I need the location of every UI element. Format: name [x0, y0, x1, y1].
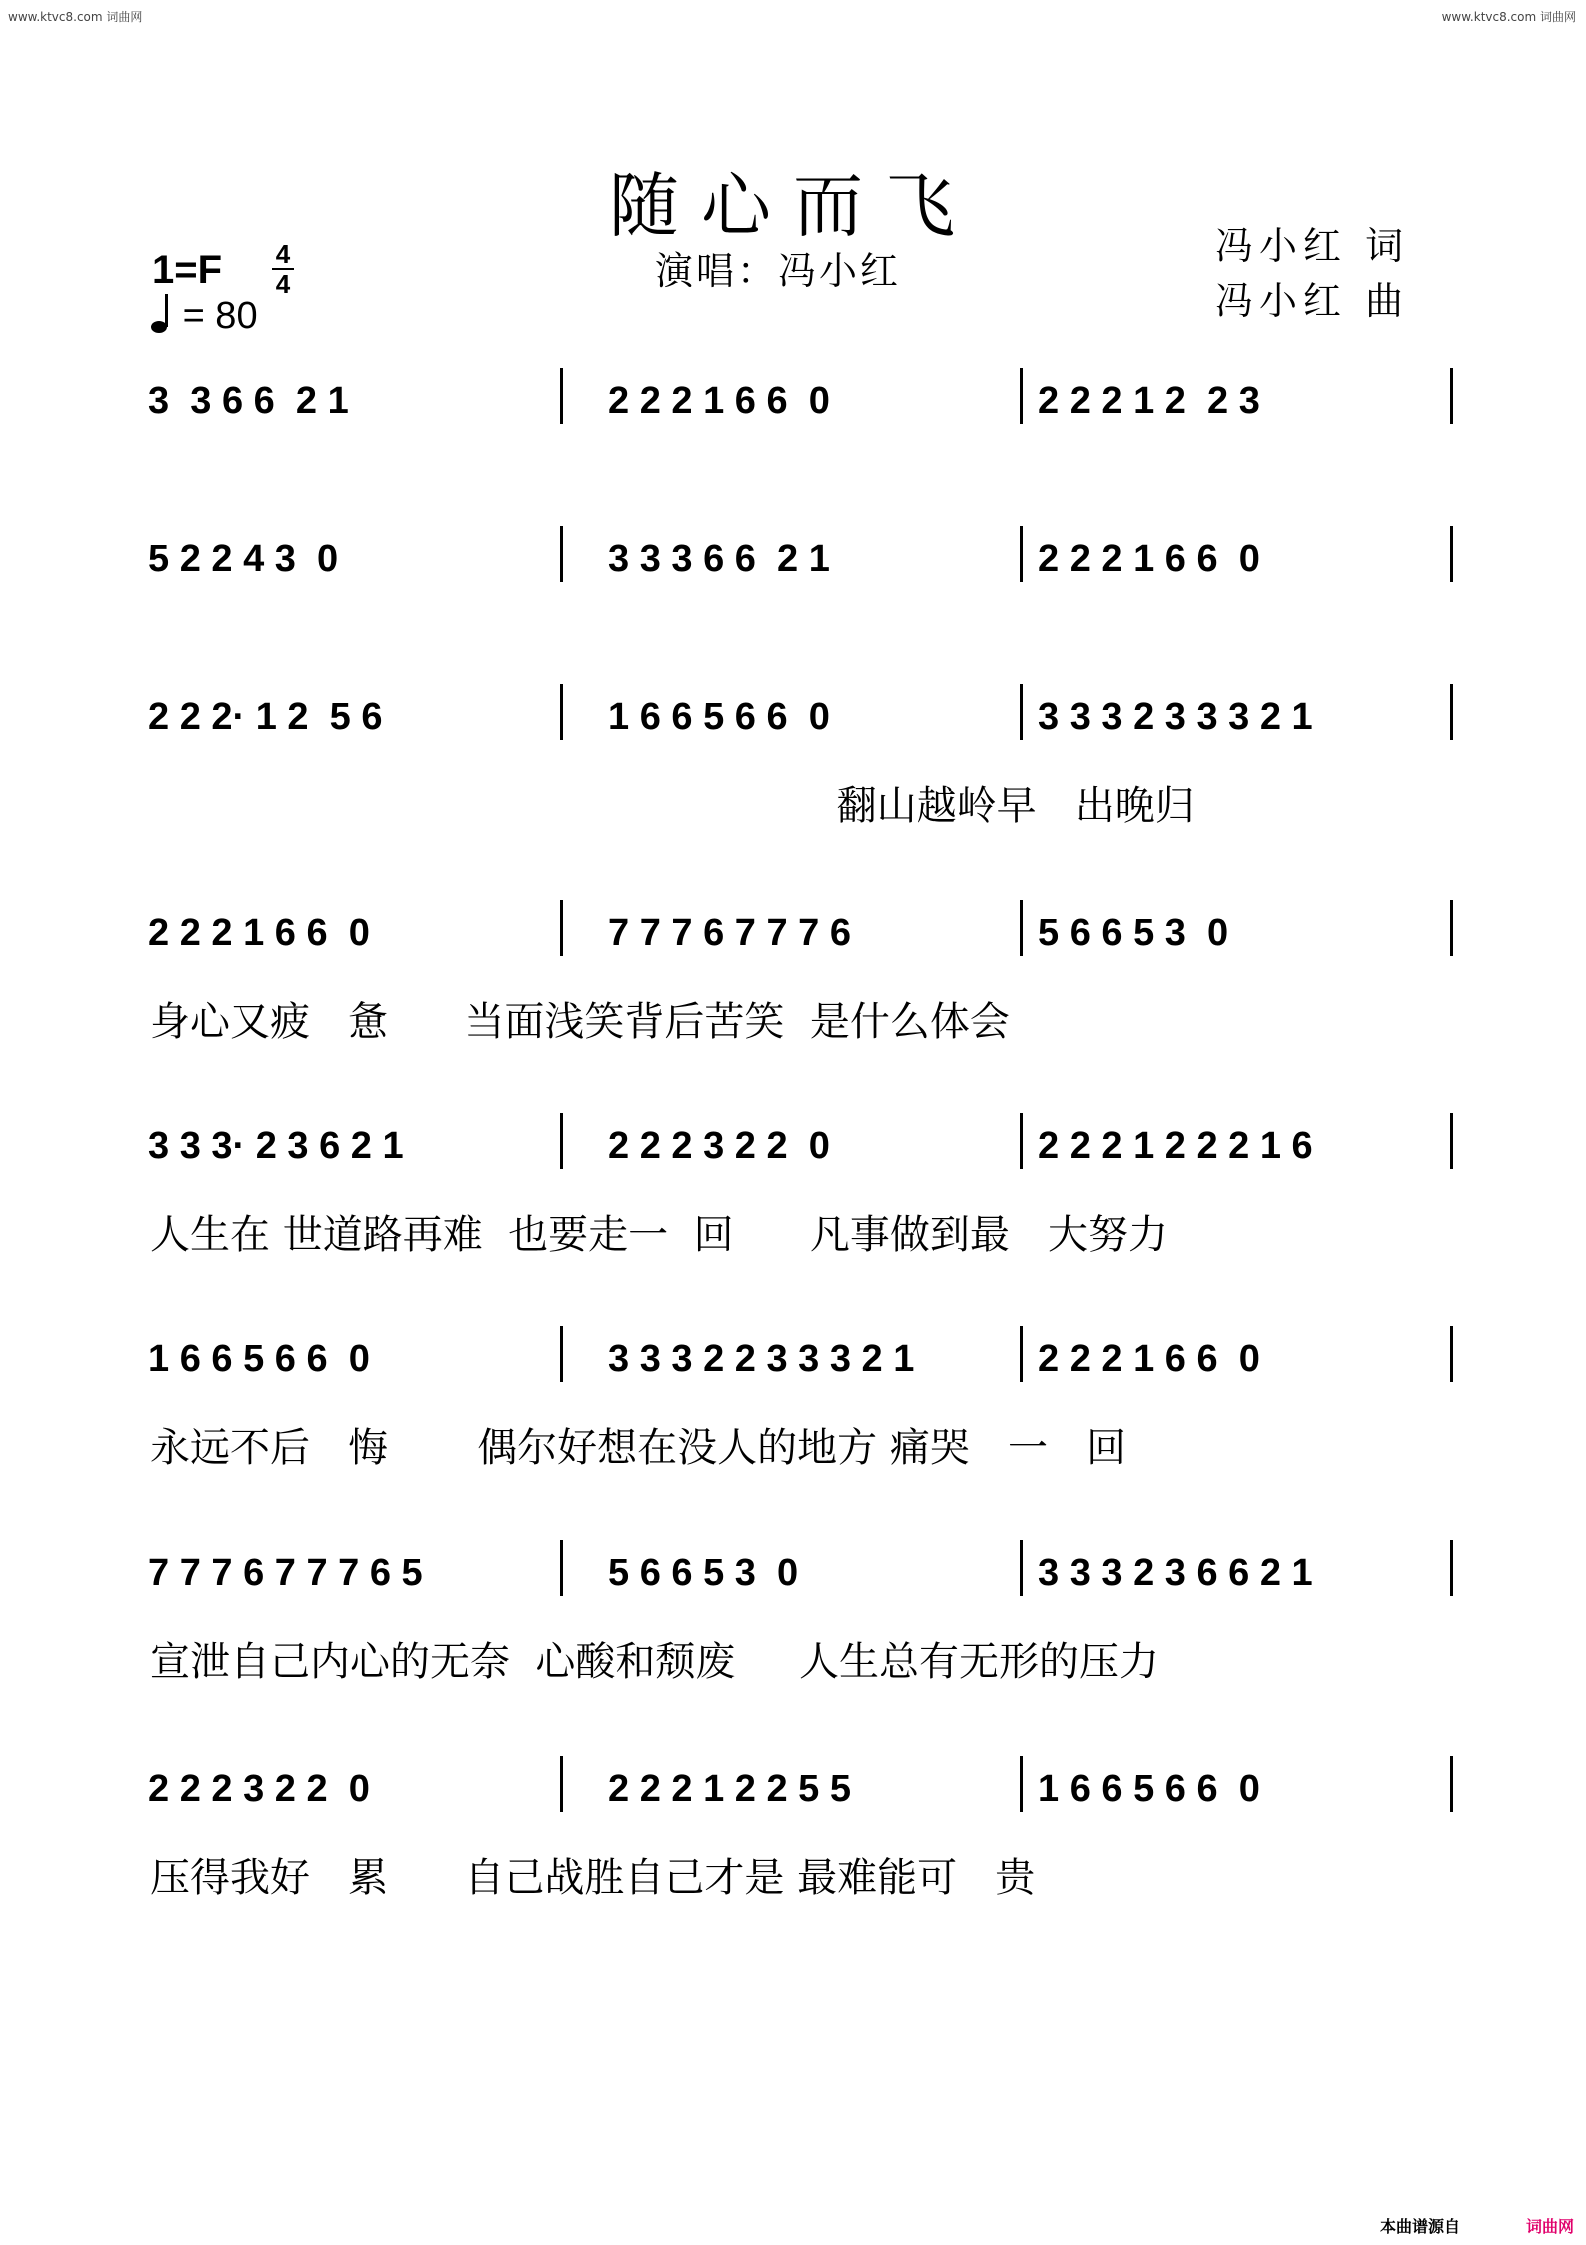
score-row	[148, 696, 1448, 756]
lyric-line: 压得我好 累 自己战胜自己才是 最难能可 贵	[150, 1855, 1036, 1901]
barline	[1020, 684, 1023, 740]
measure: 2 2 2 1 6 6 0	[1038, 1338, 1260, 1380]
measure: 7 7 7 6 7 7 7 6	[608, 912, 851, 954]
measure: 2 2 2 1 2 2 2 1 6	[1038, 1125, 1313, 1167]
score-row	[148, 538, 1448, 598]
score-row	[148, 1125, 1448, 1185]
score-row	[148, 912, 1448, 972]
barline	[1450, 368, 1453, 424]
lyric-line: 翻山越岭早 出晚归	[150, 783, 1195, 829]
barline	[560, 368, 563, 424]
composer: 冯小红 曲	[1215, 279, 1410, 323]
barline	[560, 684, 563, 740]
lyric-line: 宣泄自己内心的无奈 心酸和颓废 人生总有无形的压力	[150, 1639, 1160, 1685]
measure: 2 2 2 3 2 2 0	[148, 1768, 370, 1810]
barline	[1020, 1113, 1023, 1169]
score-row	[148, 1552, 1448, 1612]
barline	[560, 1326, 563, 1382]
barline	[1020, 368, 1023, 424]
key-signature: 1=F	[152, 248, 223, 292]
measure: 3 3 6 6 2 1	[148, 380, 349, 422]
header-right: www.ktvc8.com 词曲网	[1441, 10, 1576, 24]
measure: 2 2 2 1 6 6 0	[608, 380, 830, 422]
time-sig-bottom: 4	[275, 269, 291, 299]
measure: 5 6 6 5 3 0	[1038, 912, 1229, 954]
barline	[560, 526, 563, 582]
measure: 3 3 3· 2 3 6 2 1	[148, 1125, 404, 1167]
header-left: www.ktvc8.com 词曲网	[8, 10, 143, 24]
measure: 2 2 2 1 2 2 5 5	[608, 1768, 851, 1810]
measure: 3 3 3 2 3 3 3 2 1	[1038, 696, 1313, 738]
score-row	[148, 380, 1448, 440]
barline	[1450, 1756, 1453, 1812]
measure: 3 3 3 2 2 3 3 3 2 1	[608, 1338, 915, 1380]
measure: 3 3 3 6 6 2 1	[608, 538, 830, 580]
measure: 5 2 2 4 3 0	[148, 538, 339, 580]
barline	[1450, 526, 1453, 582]
song-title: 随心而飞	[609, 165, 977, 247]
lyric-line: 人生在 世道路再难 也要走一 回 凡事做到最 大努力	[150, 1212, 1169, 1258]
measure: 2 2 2 1 2 2 3	[1038, 380, 1260, 422]
time-sig-top: 4	[275, 239, 291, 269]
footer-source: 本曲谱源自	[1380, 2217, 1461, 2236]
barline	[1020, 900, 1023, 956]
quarter-note-icon	[150, 292, 172, 334]
time-signature	[272, 240, 294, 298]
measure: 2 2 2 1 6 6 0	[148, 912, 370, 954]
barline	[560, 1540, 563, 1596]
barline	[1020, 1756, 1023, 1812]
measure: 3 3 3 2 3 6 6 2 1	[1038, 1552, 1313, 1594]
barline	[560, 900, 563, 956]
barline	[560, 1113, 563, 1169]
lyric-line: 永远不后 悔 偶尔好想在没人的地方 痛哭 一 回	[150, 1425, 1127, 1471]
tempo-value: = 80	[182, 295, 258, 337]
measure: 1 6 6 5 6 6 0	[608, 696, 830, 738]
barline	[1020, 1540, 1023, 1596]
barline	[1450, 1540, 1453, 1596]
score-row	[148, 1768, 1448, 1828]
lyric-line: 身心又疲 惫 当面浅笑背后苦笑 是什么体会	[150, 999, 1010, 1045]
barline	[1020, 526, 1023, 582]
measure: 2 2 2 1 6 6 0	[1038, 538, 1260, 580]
measure: 7 7 7 6 7 7 7 6 5	[148, 1552, 423, 1594]
score-row	[148, 1338, 1448, 1398]
tempo	[150, 292, 258, 338]
measure: 5 6 6 5 3 0	[608, 1552, 799, 1594]
singer: 演唱：冯小红	[655, 249, 902, 293]
barline	[1450, 1113, 1453, 1169]
barline	[1450, 900, 1453, 956]
barline	[1450, 1326, 1453, 1382]
barline	[1020, 1326, 1023, 1382]
barline	[1450, 684, 1453, 740]
measure: 2 2 2 3 2 2 0	[608, 1125, 830, 1167]
barline	[560, 1756, 563, 1812]
measure: 2 2 2· 1 2 5 6	[148, 696, 383, 738]
measure: 1 6 6 5 6 6 0	[1038, 1768, 1260, 1810]
footer-site: 词曲网	[1525, 2217, 1574, 2236]
lyricist: 冯小红 词	[1215, 224, 1410, 268]
measure: 1 6 6 5 6 6 0	[148, 1338, 370, 1380]
